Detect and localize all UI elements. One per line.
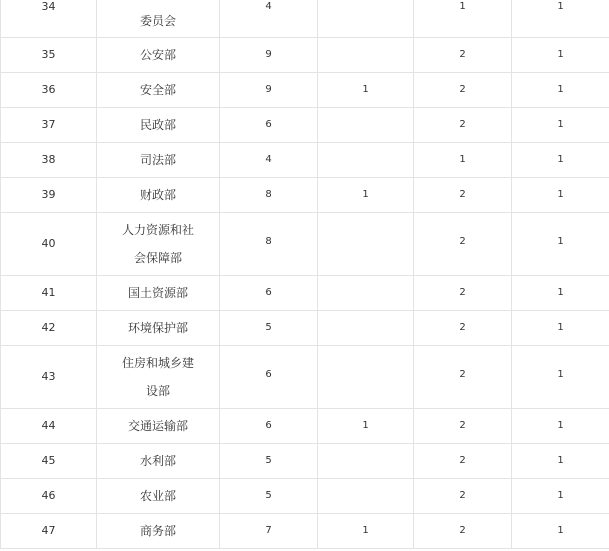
table-row <box>1 479 609 514</box>
cell-value: 1 <box>414 0 512 38</box>
cell-value <box>318 38 414 73</box>
table-row <box>1 213 609 276</box>
department-name-line: 人力资源和社 <box>121 223 194 237</box>
cell-value: 2 <box>414 178 512 213</box>
cell-value: 1 <box>318 73 414 108</box>
cell-value: 1 <box>512 276 609 311</box>
cell-value: 1 <box>512 73 609 108</box>
cell-value: 9 <box>220 38 318 73</box>
row-index: 46 <box>1 479 97 514</box>
cell-value: 2 <box>414 444 512 479</box>
department-name-line: 环境保护部 <box>127 321 188 335</box>
table-row <box>1 409 609 444</box>
cell-value <box>318 0 414 38</box>
department-name-line: 公安部 <box>139 48 176 62</box>
cell-value: 2 <box>414 38 512 73</box>
department-name <box>97 178 220 213</box>
department-name-line: 住房和城乡建 <box>121 356 194 370</box>
table-row <box>1 73 609 108</box>
department-name <box>97 0 220 38</box>
cell-value: 1 <box>512 346 609 409</box>
cell-value: 1 <box>414 143 512 178</box>
table-row <box>1 276 609 311</box>
department-name-line: 安全部 <box>139 83 176 97</box>
cell-value: 2 <box>414 346 512 409</box>
department-name <box>97 213 220 276</box>
department-name <box>97 346 220 409</box>
cell-value: 1 <box>512 444 609 479</box>
department-name-line: 委员会 <box>139 14 176 28</box>
cell-value: 1 <box>512 514 609 549</box>
department-name <box>97 514 220 549</box>
cell-value: 7 <box>220 514 318 549</box>
cell-value: 6 <box>220 276 318 311</box>
department-name-line: 会保障部 <box>133 251 182 265</box>
cell-value <box>318 108 414 143</box>
cell-value: 2 <box>414 311 512 346</box>
table-row <box>1 108 609 143</box>
department-name-line: 交通运输部 <box>127 419 188 433</box>
cell-value: 1 <box>318 178 414 213</box>
row-index: 38 <box>1 143 97 178</box>
cell-value: 2 <box>414 276 512 311</box>
table-row <box>1 444 609 479</box>
row-index: 42 <box>1 311 97 346</box>
cell-value <box>318 311 414 346</box>
cell-value: 1 <box>512 311 609 346</box>
cell-value: 2 <box>414 108 512 143</box>
department-name-line: 民政部 <box>139 118 176 132</box>
cell-value: 9 <box>220 73 318 108</box>
cell-value: 1 <box>318 409 414 444</box>
row-index: 43 <box>1 346 97 409</box>
cell-value: 2 <box>414 409 512 444</box>
cell-value: 1 <box>512 143 609 178</box>
table-row <box>1 346 609 409</box>
department-name <box>97 73 220 108</box>
cell-value: 4 <box>220 143 318 178</box>
cell-value: 1 <box>512 409 609 444</box>
table-row <box>1 143 609 178</box>
department-name <box>97 143 220 178</box>
row-index: 40 <box>1 213 97 276</box>
cell-value <box>318 276 414 311</box>
department-name <box>97 409 220 444</box>
cell-value: 4 <box>220 0 318 38</box>
row-index: 36 <box>1 73 97 108</box>
cell-value: 5 <box>220 311 318 346</box>
cell-value: 2 <box>414 73 512 108</box>
cell-value: 6 <box>220 346 318 409</box>
department-name <box>97 444 220 479</box>
cell-value <box>318 143 414 178</box>
cell-value: 8 <box>220 178 318 213</box>
cell-value: 1 <box>512 38 609 73</box>
cell-value <box>318 444 414 479</box>
cell-value: 6 <box>220 409 318 444</box>
department-name-line: 商务部 <box>139 524 176 538</box>
cell-value: 1 <box>318 514 414 549</box>
department-name-line: 农业部 <box>139 489 176 503</box>
table-row <box>1 514 609 549</box>
row-index: 34 <box>1 0 97 38</box>
department-name-line: 财政部 <box>139 188 176 202</box>
department-name-line: 设部 <box>145 384 170 398</box>
cell-value: 1 <box>512 178 609 213</box>
department-name <box>97 311 220 346</box>
cell-value: 8 <box>220 213 318 276</box>
cell-value: 1 <box>512 479 609 514</box>
table-row <box>1 178 609 213</box>
cell-value: 1 <box>512 108 609 143</box>
table-row <box>1 38 609 73</box>
cell-value: 2 <box>414 514 512 549</box>
department-name <box>97 479 220 514</box>
department-name <box>97 108 220 143</box>
row-index: 41 <box>1 276 97 311</box>
department-name-line: 水利部 <box>139 454 176 468</box>
department-name-line: 国土资源部 <box>127 286 188 300</box>
cell-value: 5 <box>220 479 318 514</box>
cell-value <box>318 346 414 409</box>
table-row <box>1 311 609 346</box>
department-name <box>97 276 220 311</box>
row-index: 37 <box>1 108 97 143</box>
cell-value: 1 <box>512 213 609 276</box>
table-row <box>1 0 609 38</box>
cell-value: 5 <box>220 444 318 479</box>
cell-value <box>318 479 414 514</box>
row-index: 35 <box>1 38 97 73</box>
cell-value <box>318 213 414 276</box>
cell-value: 1 <box>512 0 609 38</box>
department-name <box>97 38 220 73</box>
department-name-line: 司法部 <box>139 153 176 167</box>
row-index: 47 <box>1 514 97 549</box>
row-index: 39 <box>1 178 97 213</box>
row-index: 45 <box>1 444 97 479</box>
cell-value: 2 <box>414 479 512 514</box>
row-index: 44 <box>1 409 97 444</box>
cell-value: 2 <box>414 213 512 276</box>
cell-value: 6 <box>220 108 318 143</box>
